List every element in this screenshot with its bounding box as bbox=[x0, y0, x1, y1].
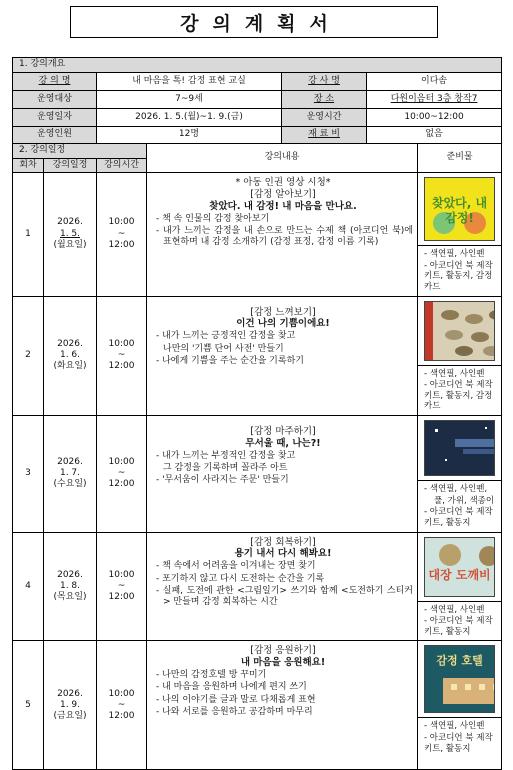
overview-section-header: 1. 강의개요 bbox=[13, 58, 502, 73]
schedule-row bbox=[13, 532, 502, 641]
instructor-label: 강 사 명 bbox=[282, 73, 367, 91]
prep-item: - 아코디언 북 제작 키트, 활동지, 감정카드 bbox=[424, 260, 493, 292]
document-title: 강의계획서 bbox=[70, 6, 438, 38]
schedule-row bbox=[13, 296, 502, 416]
target-label: 운영대상 bbox=[13, 91, 97, 109]
session-number: 1 bbox=[13, 173, 44, 297]
headline: 무서울 때, 나는?! bbox=[245, 437, 321, 449]
activity-item-cont: 나만의 '기쁨 단어 사전' 만들기 bbox=[163, 343, 284, 354]
schedule-row bbox=[13, 641, 502, 770]
session-number: 4 bbox=[13, 532, 44, 641]
course-name-label: 강 의 명 bbox=[13, 73, 97, 91]
prep-item: - 색연필, 사인펜, bbox=[424, 484, 488, 494]
book-cover-image: 감정 호텔 bbox=[424, 645, 495, 713]
session-prep bbox=[418, 641, 502, 770]
prep-item: - 아코디언 북 제작 키트, 활동지 bbox=[424, 733, 493, 754]
schedule-section-header: 2. 강의일정 bbox=[13, 144, 147, 159]
session-content bbox=[147, 641, 418, 770]
course-name-value: 내 마음을 톡! 감정 표현 교실 bbox=[97, 73, 282, 91]
activity-item: - 나의 이야기를 글과 말로 다채롭게 표현 bbox=[156, 694, 316, 705]
col-header-session: 회차 bbox=[13, 159, 44, 173]
activity-item: - 내가 느끼는 감정을 내 손으로 만드는 수제 책 (아코디언 북)에 표현하며 내 감정 소개하기 (감정 표정, 감정 이름 기록) bbox=[156, 225, 413, 248]
activity-item: - 내 마음을 응원하며 나에게 편지 쓰기 bbox=[156, 682, 307, 693]
session-content bbox=[147, 296, 418, 416]
session-number: 3 bbox=[13, 416, 44, 533]
col-header-prep: 준비물 bbox=[418, 144, 502, 173]
theme-label: [감정 응원하기] bbox=[250, 645, 316, 657]
place-value: 다원이음터 3층 창작7 bbox=[367, 91, 502, 109]
session-content bbox=[147, 416, 418, 533]
activity-item: - 책 속에서 어려움을 이겨내는 장면 찾기 bbox=[156, 561, 316, 572]
time-label: 운영시간 bbox=[282, 109, 367, 127]
time-value: 10:00~12:00 bbox=[367, 109, 502, 127]
session-prep bbox=[418, 416, 502, 533]
people-label: 운영인원 bbox=[13, 127, 97, 144]
activity-item: - 내가 느끼는 부정적인 감정을 찾고 bbox=[156, 450, 296, 461]
prep-item: - 아코디언 북 제작 키트, 활동지 bbox=[424, 616, 493, 637]
schedule-row bbox=[13, 416, 502, 533]
session-prep bbox=[418, 532, 502, 641]
material-fee-label: 재 료 비 bbox=[282, 127, 367, 144]
prep-item-cont: 풀, 가위, 색종이 bbox=[434, 495, 495, 506]
session-content bbox=[147, 532, 418, 641]
session-content bbox=[147, 173, 418, 297]
headline: 찾았다. 내 감정! 내 마음을 만나요. bbox=[209, 200, 357, 212]
video-note: * 아동 인권 영상 시청* bbox=[235, 177, 331, 188]
material-fee-value: 없음 bbox=[367, 127, 502, 144]
session-time: 10:00 ~ 12:00 bbox=[97, 416, 147, 533]
activity-item: - 책 속 인물의 감정 찾아보기 bbox=[156, 213, 270, 224]
session-date: 2026. 1. 5. (월요일) bbox=[44, 173, 97, 297]
session-time: 10:00 ~ 12:00 bbox=[97, 641, 147, 770]
prep-item: - 색연필, 사인펜 bbox=[424, 249, 485, 259]
theme-label: [감정 마주하기] bbox=[250, 426, 316, 437]
col-header-content: 강의내용 bbox=[147, 144, 418, 173]
session-number: 2 bbox=[13, 296, 44, 416]
session-time: 10:00 ~ 12:00 bbox=[97, 173, 147, 297]
place-label: 장 소 bbox=[282, 91, 367, 109]
people-value: 12명 bbox=[97, 127, 282, 144]
session-number: 5 bbox=[13, 641, 44, 770]
date-value: 2026. 1. 5.(월)~1. 9.(금) bbox=[97, 109, 282, 127]
activity-item: - '무서움이 사라지는 주문' 만들기 bbox=[156, 475, 289, 486]
book-cover-image bbox=[424, 420, 495, 476]
instructor-value: 이다솜 bbox=[367, 73, 502, 91]
theme-label: [감정 회복하기] bbox=[250, 536, 316, 548]
theme-label: [감정 느껴보기] bbox=[250, 306, 316, 318]
activity-item: - 나만의 감정호텔 방 꾸미기 bbox=[156, 670, 267, 681]
activity-item: - 내가 느끼는 긍정적인 감정을 찾고 bbox=[156, 331, 296, 342]
prep-item: - 색연필, 사인펜 bbox=[424, 368, 485, 379]
session-date: 2026. 1. 6. (화요일) bbox=[44, 296, 97, 416]
activity-item: - 나와 서로를 응원하고 공감하며 마무리 bbox=[156, 706, 313, 717]
col-header-time: 강의시간 bbox=[97, 159, 147, 173]
session-time: 10:00 ~ 12:00 bbox=[97, 296, 147, 416]
session-prep bbox=[418, 296, 502, 416]
lecture-plan-table bbox=[12, 57, 502, 770]
headline: 이건 나의 기쁨이에요! bbox=[236, 318, 330, 330]
schedule-row bbox=[13, 173, 502, 297]
activity-item-cont: 그 감정을 기록하며 꼴라주 아트 bbox=[163, 463, 288, 473]
activity-item: - 실패, 도전에 관한 <그림일기> 쓰기와 함께 <도전하기 스티커> 만들며 감정 회복하는 시간 bbox=[156, 585, 413, 607]
activity-item: - 포기하지 않고 다시 도전하는 순간을 기록 bbox=[156, 573, 325, 584]
session-date: 2026. 1. 9. (금요일) bbox=[44, 641, 97, 770]
session-prep bbox=[418, 173, 502, 297]
date-label: 운영일자 bbox=[13, 109, 97, 127]
book-cover-image: 찾았다, 내 감정! bbox=[424, 177, 495, 241]
prep-item: - 색연필, 사인펜 bbox=[424, 604, 485, 615]
book-cover-image: 대장 도깨비 bbox=[424, 537, 495, 597]
headline: 용기 내서 다시 해봐요! bbox=[234, 548, 332, 560]
prep-item: - 색연필, 사인펜 bbox=[424, 721, 485, 732]
session-time: 10:00 ~ 12:00 bbox=[97, 532, 147, 641]
headline: 내 마음을 응원해요! bbox=[240, 657, 326, 669]
session-date: 2026. 1. 7. (수요일) bbox=[44, 416, 97, 533]
theme-label: [감정 알아보기] bbox=[250, 188, 316, 200]
activity-item: - 나에게 기쁨을 주는 순간을 기록하기 bbox=[156, 355, 304, 366]
book-cover-image bbox=[424, 301, 495, 361]
prep-item: - 아코디언 북 제작 키트, 활동지 bbox=[424, 507, 493, 528]
session-date: 2026. 1. 8. (목요일) bbox=[44, 532, 97, 641]
prep-item: - 아코디언 북 제작 키트, 활동지, 감정카드 bbox=[424, 380, 493, 412]
target-value: 7~9세 bbox=[97, 91, 282, 109]
col-header-date: 강의일정 bbox=[44, 159, 97, 173]
